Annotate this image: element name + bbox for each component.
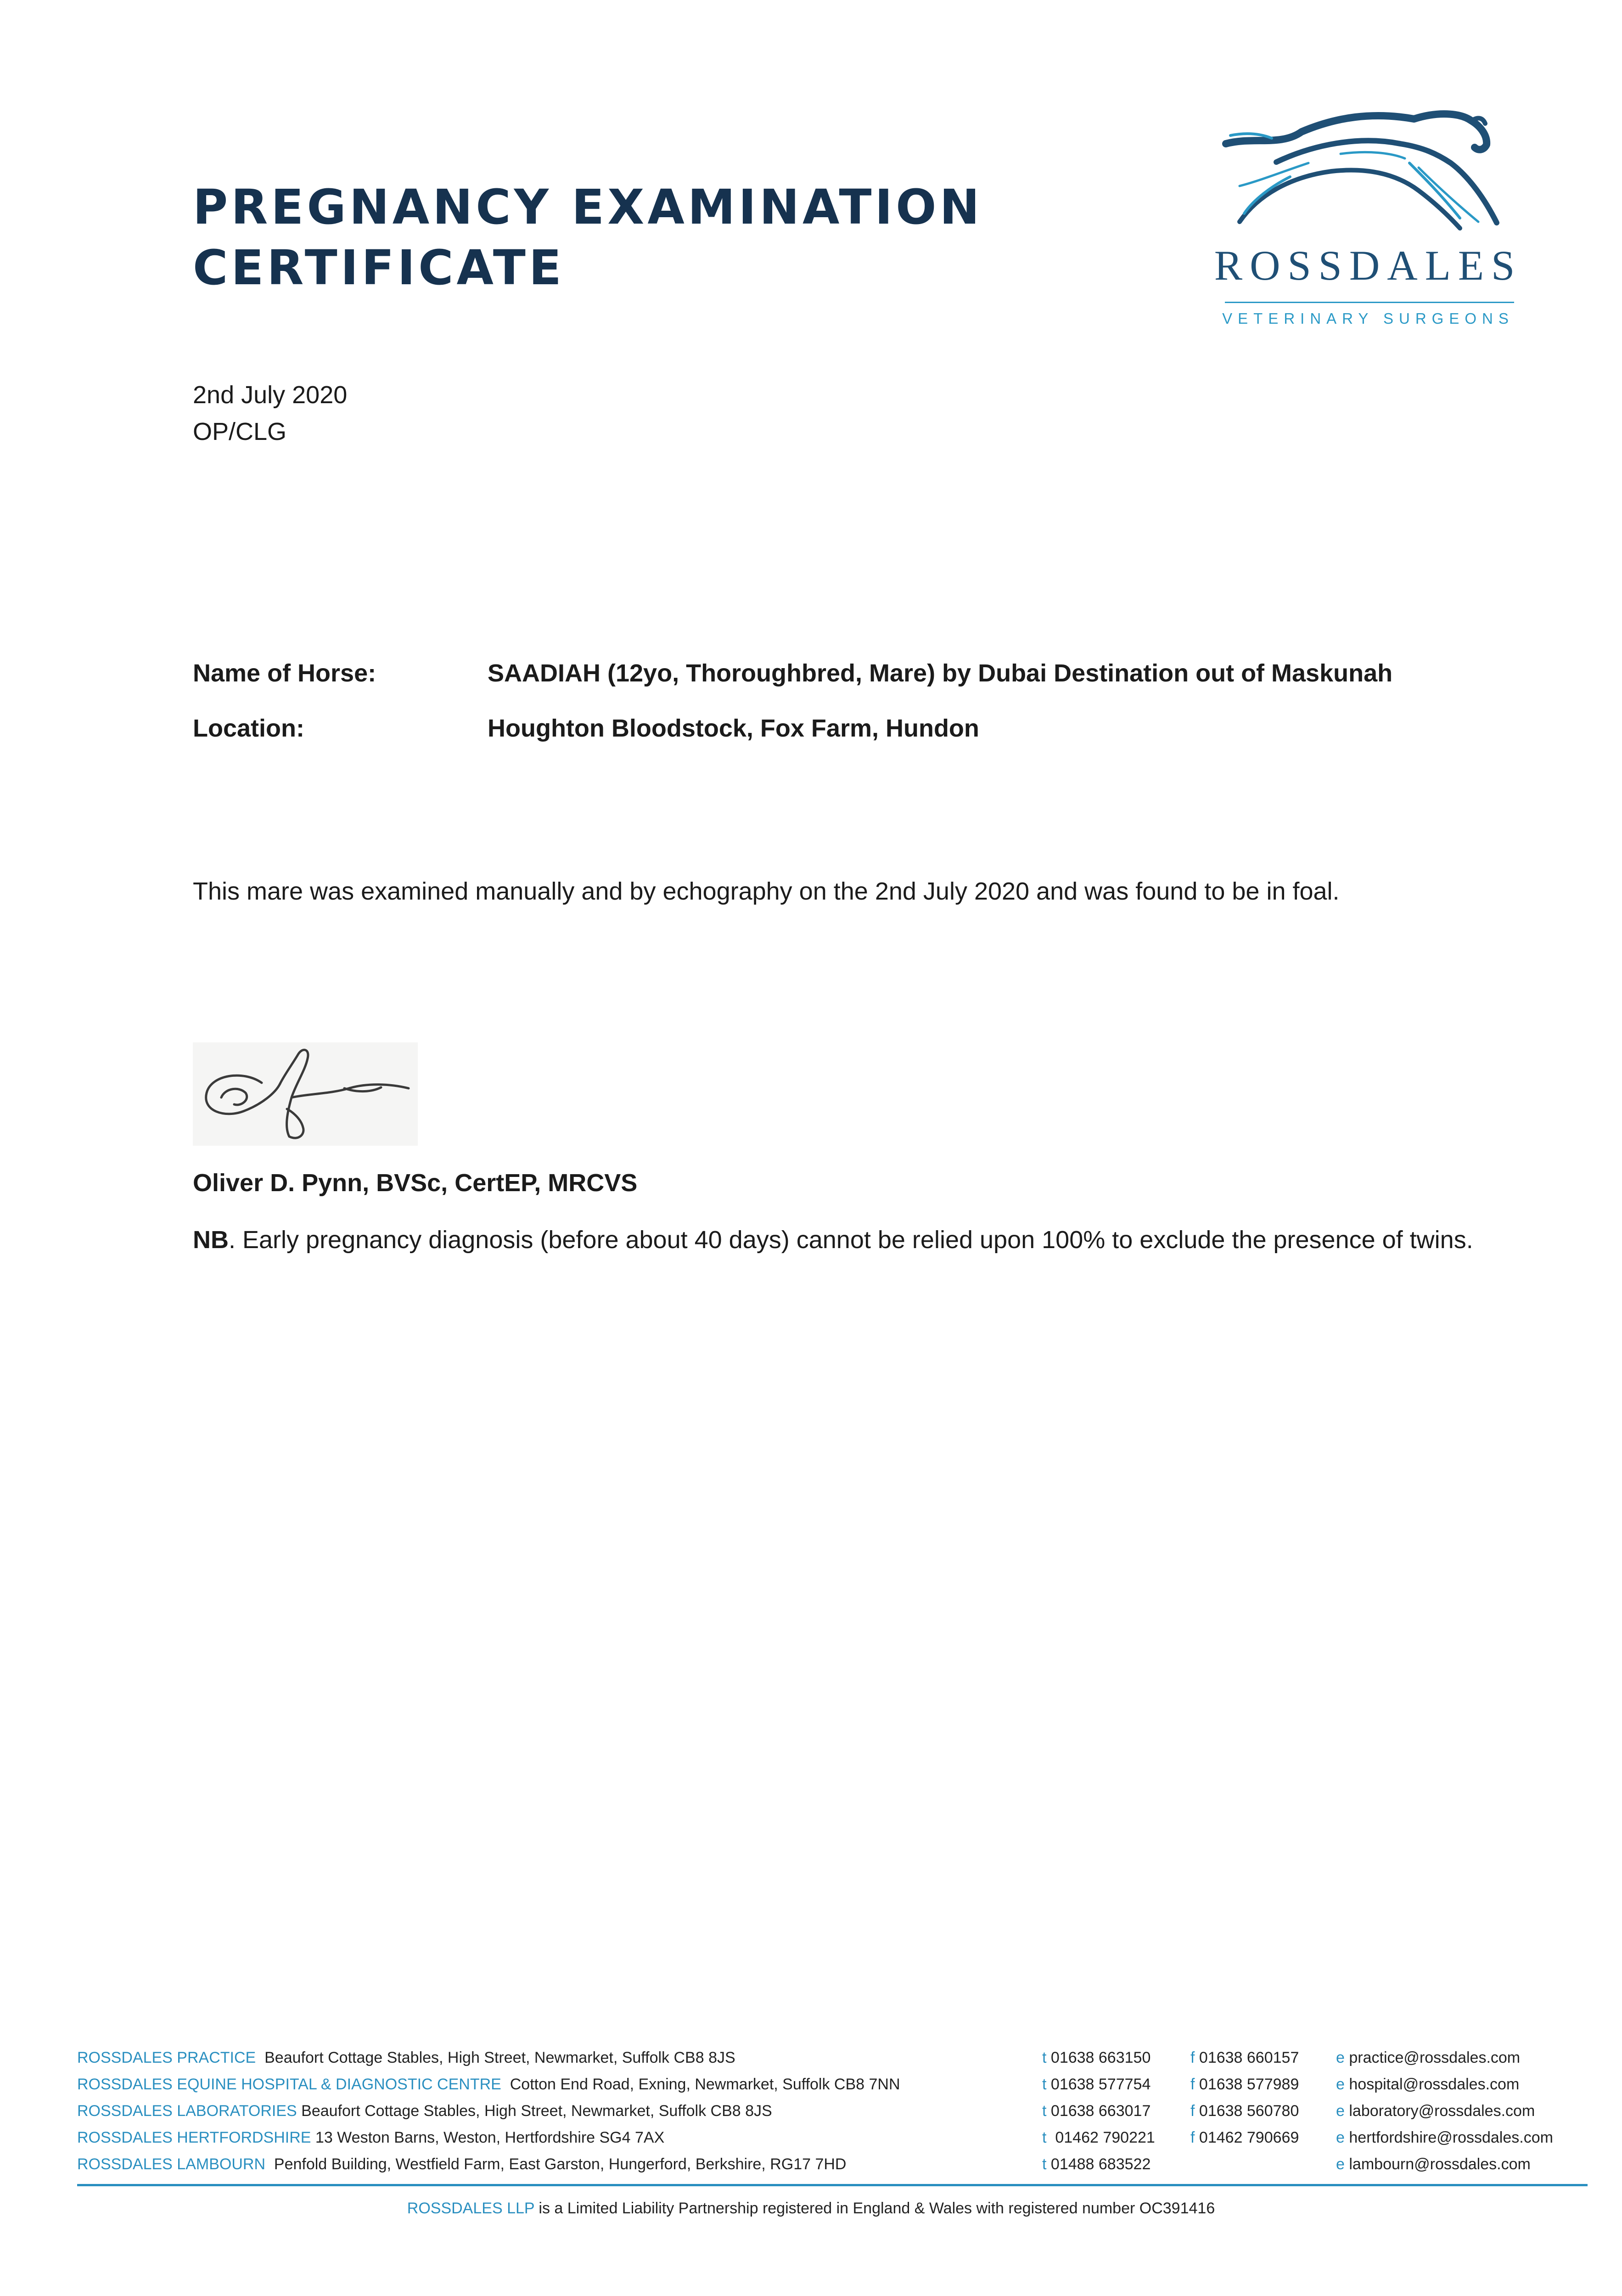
footer-row [77, 2049, 1588, 2076]
fax-prefix: f [1190, 2129, 1195, 2146]
title-line-1: PREGNANCY EXAMINATION [193, 179, 983, 235]
legal-notice [0, 2200, 1622, 2217]
fax-prefix: f [1190, 2076, 1195, 2093]
email-address[interactable]: hertfordshire@rossdales.com [1349, 2129, 1553, 2146]
legal-text: is a Limited Liability Partnership registered in England & Wales with registered number OC391416 [534, 2200, 1215, 2217]
phone-prefix: t [1042, 2102, 1047, 2120]
email-address[interactable]: practice@rossdales.com [1349, 2049, 1521, 2066]
rossdales-logo [1212, 108, 1524, 347]
email-prefix: e [1336, 2129, 1345, 2146]
note-text: . Early pregnancy diagnosis (before about 40 days) cannot be relied upon 100% to exclude the presence of twins. [229, 1226, 1473, 1254]
legal-company-name: ROSSDALES LLP [407, 2200, 534, 2217]
footer-address: Cotton End Road, Exning, Newmarket, Suffolk CB8 7NN [510, 2076, 900, 2093]
document-title [193, 177, 1065, 298]
title-line-2: CERTIFICATE [193, 240, 565, 296]
footer-address: Beaufort Cottage Stables, High Street, Newmarket, Suffolk CB8 8JS [264, 2049, 735, 2066]
footer-row [77, 2102, 1588, 2129]
email-prefix: e [1336, 2076, 1345, 2093]
phone-prefix: t [1042, 2155, 1047, 2173]
document-meta [193, 377, 347, 450]
handwritten-signature [193, 1042, 418, 1146]
footer-row [77, 2076, 1588, 2102]
footer-row [77, 2129, 1588, 2155]
document-reference: OP/CLG [193, 418, 287, 445]
footer-row [77, 2155, 1588, 2182]
logo-divider [1225, 302, 1514, 303]
footer-address: Beaufort Cottage Stables, High Street, Newmarket, Suffolk CB8 8JS [301, 2102, 772, 2120]
logo-name: ROSSDALES [1214, 242, 1522, 289]
phone-prefix: t [1042, 2076, 1047, 2093]
logo-subtitle: VETERINARY SURGEONS [1222, 310, 1514, 327]
location-label: Location: [193, 715, 304, 742]
footer-divider [77, 2184, 1588, 2186]
phone-prefix: t [1042, 2129, 1047, 2146]
galloping-horse-icon [1221, 108, 1515, 241]
email-address[interactable]: laboratory@rossdales.com [1349, 2102, 1535, 2120]
footer-address: Penfold Building, Westfield Farm, East Garston, Hungerford, Berkshire, RG17 7HD [274, 2155, 847, 2173]
fax-prefix: f [1190, 2049, 1195, 2066]
fax-number: 01638 577989 [1199, 2076, 1299, 2093]
footer-org-name: ROSSDALES HERTFORDSHIRE [77, 2129, 311, 2146]
footer-org-name: ROSSDALES EQUINE HOSPITAL & DIAGNOSTIC CENTRE [77, 2076, 501, 2093]
note [193, 1221, 1478, 1258]
email-prefix: e [1336, 2049, 1345, 2066]
signature-image [193, 1042, 418, 1146]
email-address[interactable]: hospital@rossdales.com [1349, 2076, 1520, 2093]
fax-number: 01638 560780 [1199, 2102, 1299, 2120]
email-address[interactable]: lambourn@rossdales.com [1349, 2155, 1531, 2173]
note-prefix: NB [193, 1226, 229, 1254]
email-prefix: e [1336, 2102, 1345, 2120]
phone-prefix: t [1042, 2049, 1047, 2066]
examination-statement: This mare was examined manually and by echography on the 2nd July 2020 and was found to be in foal. [193, 878, 1340, 905]
footer-org-name: ROSSDALES LAMBOURN [77, 2155, 265, 2173]
phone-number: 01638 663150 [1050, 2049, 1151, 2066]
document-date: 2nd July 2020 [193, 381, 348, 409]
horse-name-value: SAADIAH (12yo, Thoroughbred, Mare) by Dubai Destination out of Maskunah [488, 659, 1393, 687]
email-prefix: e [1336, 2155, 1345, 2173]
location-value: Houghton Bloodstock, Fox Farm, Hundon [488, 715, 979, 742]
footer-org-name: ROSSDALES LABORATORIES [77, 2102, 297, 2120]
signer-name: Oliver D. Pynn, BVSc, CertEP, MRCVS [193, 1169, 638, 1197]
footer-address: 13 Weston Barns, Weston, Hertfordshire SG4 7AX [315, 2129, 665, 2146]
footer-contacts [77, 2049, 1588, 2182]
phone-number: 01488 683522 [1050, 2155, 1151, 2173]
fax-number: 01462 790669 [1199, 2129, 1299, 2146]
phone-number: 01638 663017 [1050, 2102, 1151, 2120]
fax-number: 01638 660157 [1199, 2049, 1299, 2066]
phone-number: 01638 577754 [1050, 2076, 1151, 2093]
fax-prefix: f [1190, 2102, 1195, 2120]
horse-name-label: Name of Horse: [193, 659, 376, 687]
phone-number: 01462 790221 [1055, 2129, 1155, 2146]
footer-org-name: ROSSDALES PRACTICE [77, 2049, 256, 2066]
